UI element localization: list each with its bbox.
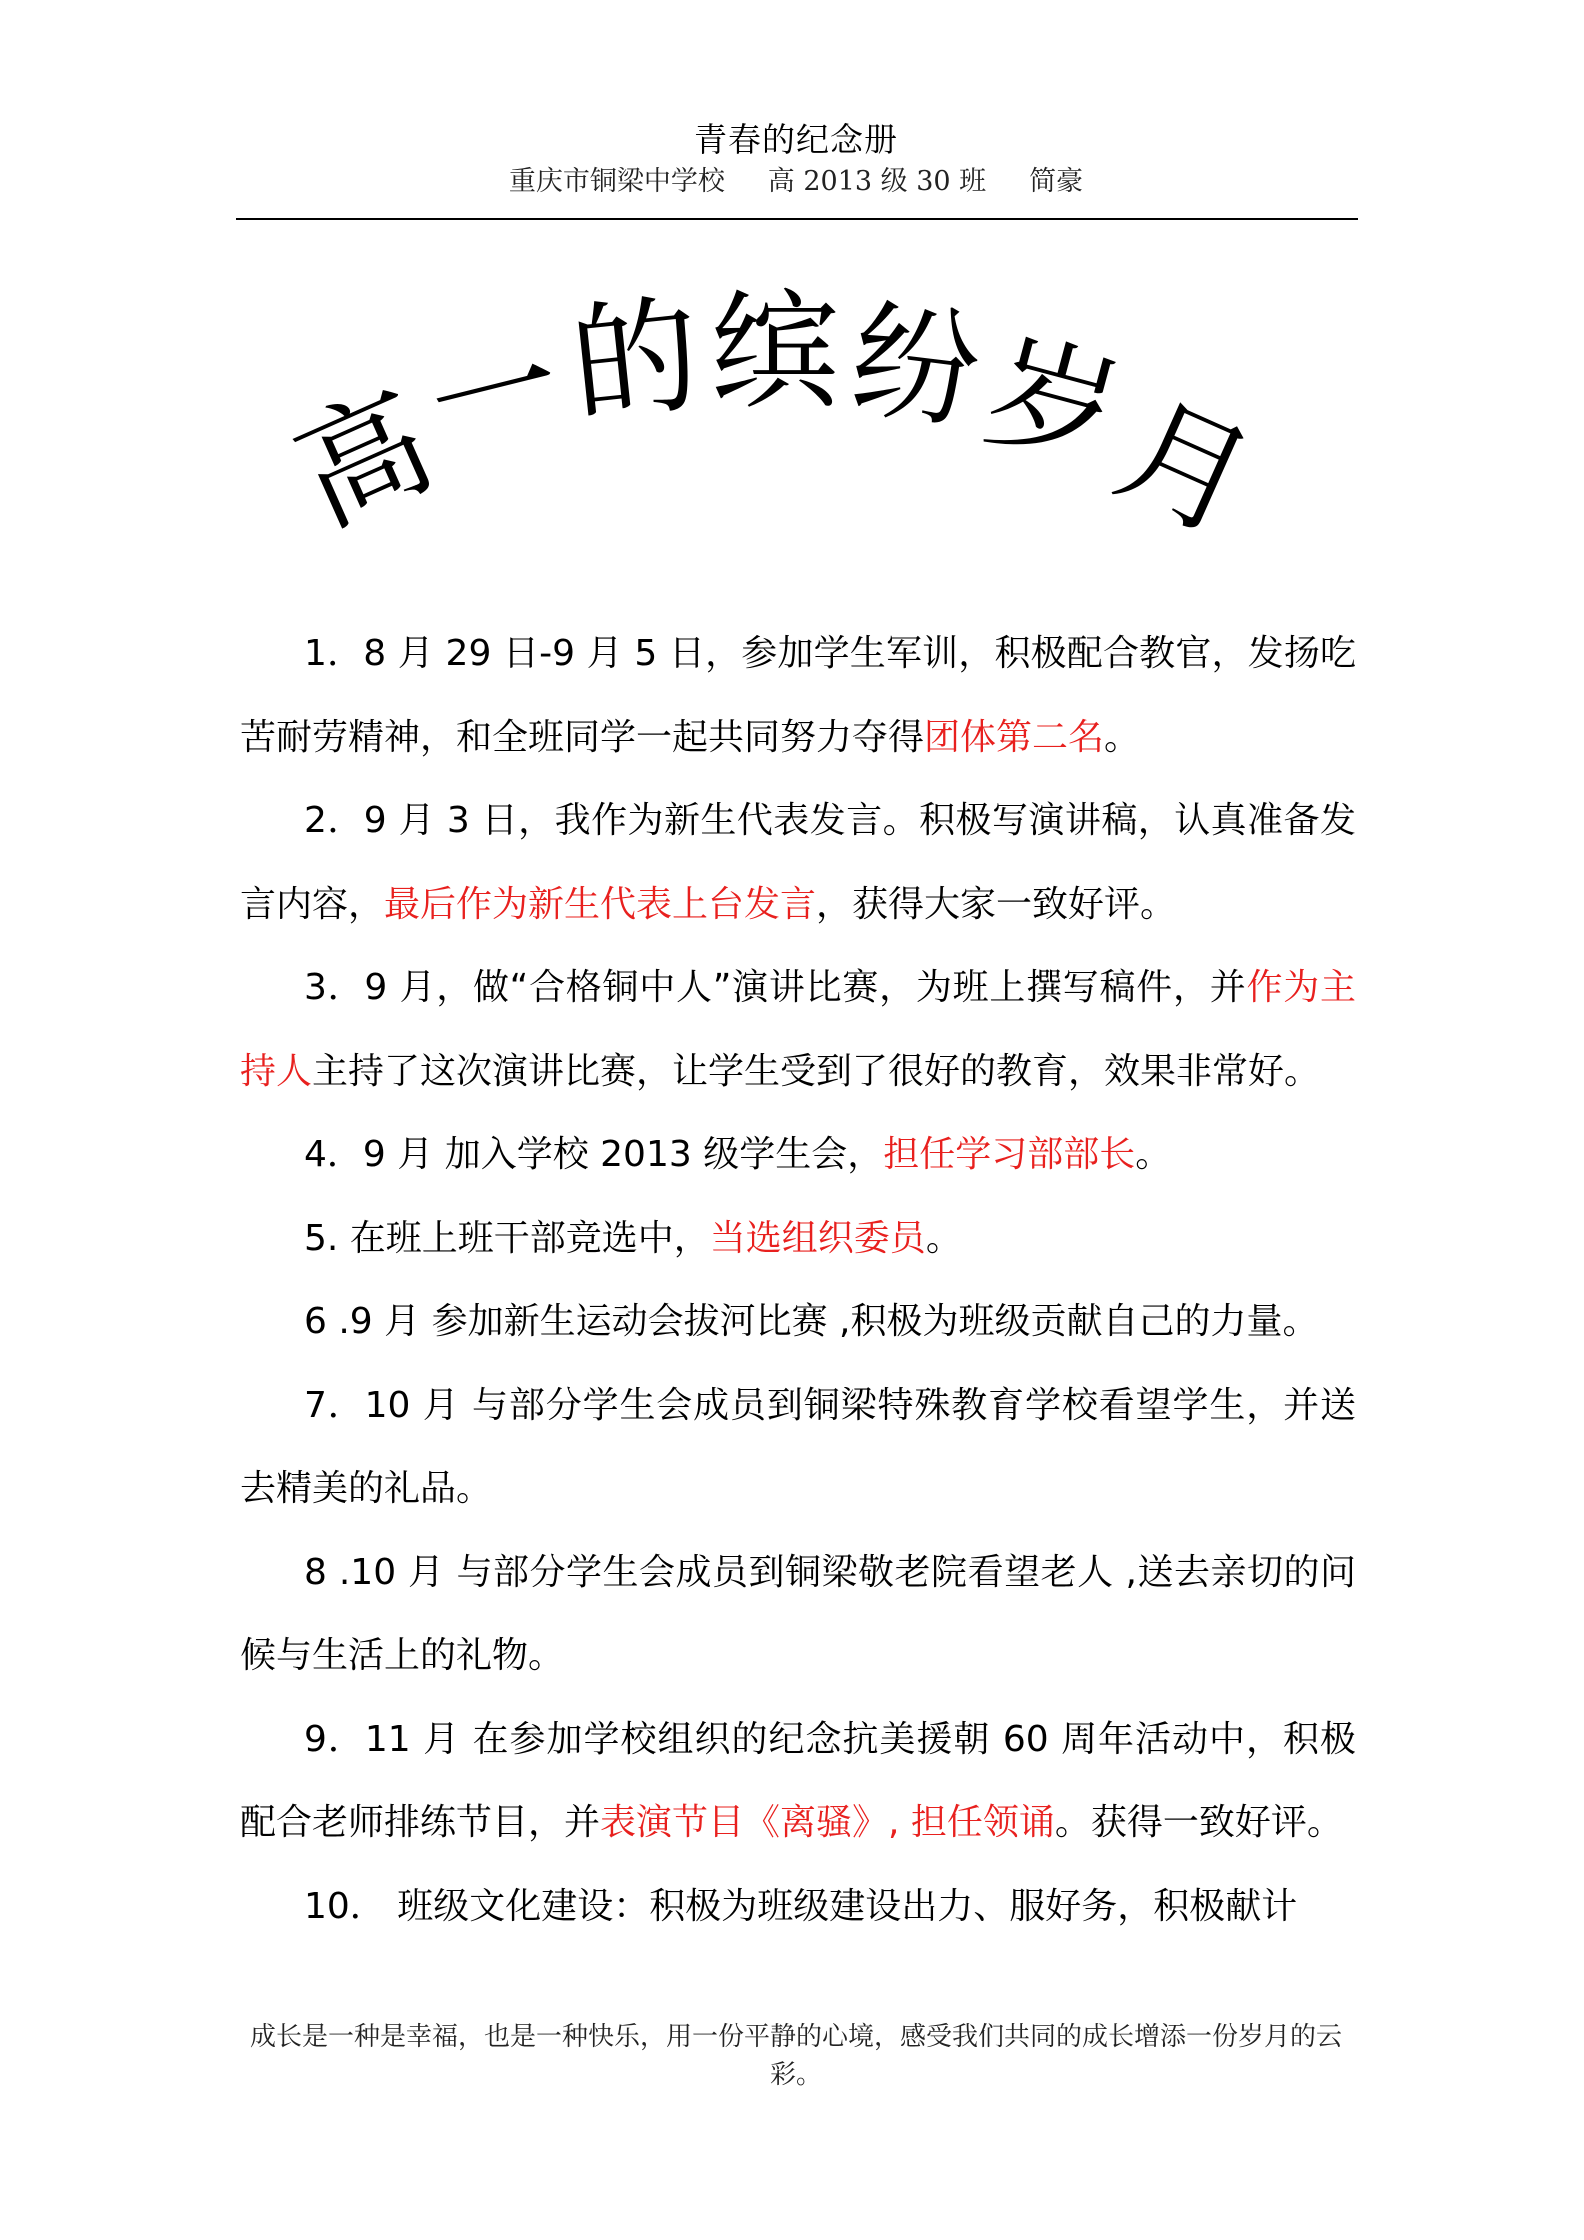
activity-item: 10． 班级文化建设：积极为班级建设出力、服好务，积极献计 [304, 1885, 1298, 1927]
activity-item: 8 .10 月 与部分学生会成员到铜梁敬老院看望老人 ,送去亲切的问候与生活上的礼物。 [240, 1551, 1356, 1676]
header-subtitle: 重庆市铜梁中学校 高 2013 级 30 班 简豪 [508, 166, 1084, 197]
highlight-text: 团体第二名 [924, 716, 1105, 758]
highlight-text: 最后作为新生代表上台发言 [384, 883, 817, 925]
activity-item: 9．11 月 在参加学校组织的纪念抗美援朝 60 周年活动中，积极配合老师排练节目，并表演节目《离骚》, 担任领诵。获得一致好评。 [240, 1718, 1356, 1843]
activity-item: 4．9 月 加入学校 2013 级学生会，担任学习部部长。 [304, 1134, 1172, 1175]
activity-item: 6 .9 月 参加新生运动会拔河比赛 ,积极为班级贡献自己的力量。 [304, 1301, 1319, 1342]
activity-item: 5. 在班上班干部竞选中，当选组织委员。 [304, 1217, 962, 1259]
highlight-text: 表演节目《离骚》, 担任领诵 [600, 1802, 1055, 1843]
highlight-text: 作为主持人 [240, 967, 1356, 1092]
title-char: 一 [415, 308, 576, 484]
highlight-text: 当选组织委员 [709, 1217, 926, 1259]
highlight-text: 担任学习部部长 [883, 1134, 1136, 1175]
title-char: 缤 [710, 278, 840, 427]
activity-item: 7．10 月 与部分学生会成员到铜梁特殊教育学校看望学生，并送去精美的礼品。 [240, 1384, 1356, 1509]
activity-item: 3．9 月，做“合格铜中人”演讲比赛，为班上撰写稿件，并作为主持人主持了这次演讲比赛，让学生受到了很好的教育，效果非常好。 [240, 967, 1356, 1092]
activity-item: 2．9 月 3 日，我作为新生代表发言。积极写演讲稿，认真准备发言内容，最后作为新生代表上台发言，获得大家一致好评。 [240, 800, 1356, 925]
header-divider [236, 218, 1358, 220]
header-title: 青春的纪念册 [694, 120, 898, 159]
activity-list [240, 612, 1356, 1948]
page-header [236, 118, 1356, 202]
page-footer: 成长是一种是幸福，也是一种快乐，用一份平静的心境，感受我们共同的成长增添一份岁月的云彩。 [249, 2022, 1342, 2090]
arched-title-svg [275, 278, 1275, 563]
title-char: 岁 [972, 315, 1135, 493]
title-char: 月 [1096, 374, 1275, 563]
title-char: 高 [275, 366, 454, 555]
title-char: 的 [564, 279, 707, 442]
activity-item: 1．8 月 29 日-9 月 5 日，参加学生军训，积极配合教官，发扬吃苦耐劳精神，和全班同学一起共同努力夺得团体第二名。 [240, 633, 1356, 758]
title-char: 纷 [842, 285, 988, 449]
arched-title [275, 278, 1275, 563]
